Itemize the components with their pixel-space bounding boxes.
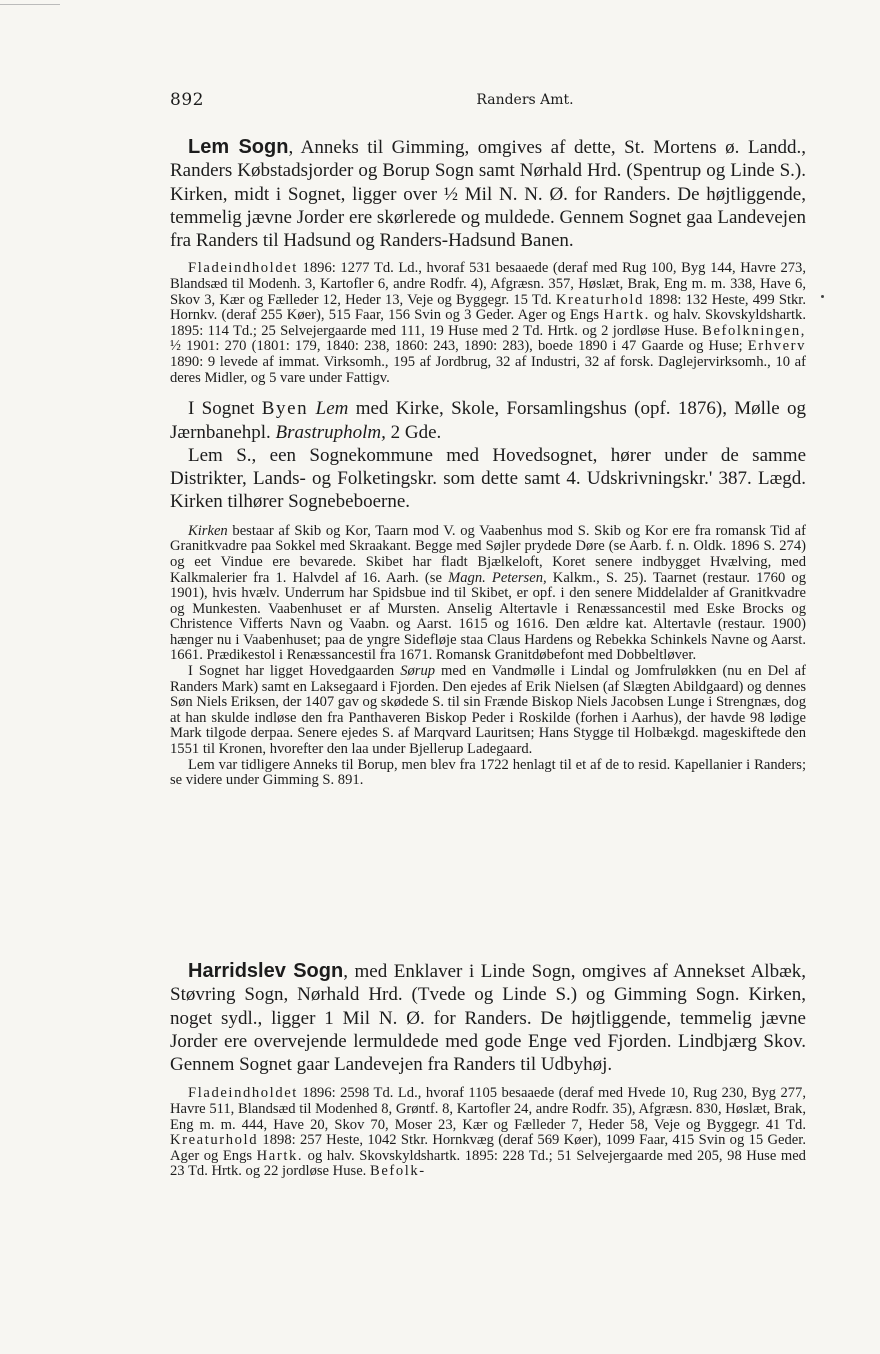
lem-intro-paragraph: Lem Sogn, Anneks til Gimming, omgives af dette, St. Mortens ø. Landd., Randers Købstadsjorder og Borup Sogn samt Nørhald Hrd. (Spentrup og Linde S.). Kirken, midt i Sognet, ligger over ½ Mil N. N. Ø. for Randers. De højtliggende, temmelig jævne Jorder ere skørlerede og muldede. Gennem Sognet gaa Landevejen fra Randers til Hadsund og Randers-Hadsund Banen. — [170, 136, 806, 252]
scan-edge-line — [0, 4, 60, 5]
harridslev-title: Harridslev Sogn — [188, 960, 344, 982]
lem-sorup-paragraph: I Sognet har ligget Hovedgaarden Sørup med en Vandmølle i Lindal og Jomfruløkken (nu en Del af Randers Mark) samt en Laksegaard i Fjorden. Den ejedes af Erik Nielsen (af Slægten Abildgaard) og dennes Søn Niels Eriksen, der 1407 gav og skødede S. til sin Frænde Biskop Niels Jacobsen Lunge i Strengnæs, dog at han skulde indløse den fra Panthaveren Biskop Peder i Roskilde (forhen i Aarhus), der havde 98 lødige Mark tilgode derpaa. Senere ejedes S. af Marqvard Lauritsen; Hans Stygge til Holbækgd. mageskiftede den 1551 til Kronen, hvorefter den laa under Bjellerup Ladegaard. — [170, 663, 806, 758]
lem-tidligere-paragraph: Lem var tidligere Anneks til Borup, men blev fra 1722 henlagt til et af de to resid. Kapellanier i Randers; se videre under Gimming S. 891. — [170, 756, 806, 789]
page-header — [170, 90, 810, 114]
lem-kirken-paragraph: Kirken bestaar af Skib og Kor, Taarn mod V. og Vaabenhus mod S. Skib og Kor ere fra romansk Tid af Granitkvadre paa Sokkel med Skraakant. Begge med Søjler prydede Døre (se Aarb. f. n. Oldk. 1896 S. 274) og eet Vindue ere bevarede. Skibet har fladt Bjælkeloft, Koret senere indbygget Hvælving, med Kalkmalerier fra 1. Halvdel af 16. Aarh. (se Magn. Petersen, Kalkm., S. 25). Taarnet (restaur. 1760 og 1901), hvis hvælv. Underrum har Spidsbue ind til Skibet, er opf. i den senere Middelalder af Granitkvadre og Munkesten. Vaabenhuset er af Mursten. Anselig Altertavle i Renæssancestil med Eske Brocks og Christence Vifferts Navn og Vaabn. og Aarst. 1615 og 1616. Den ældre kat. Altertavle (restaur. 1900) hænger nu i Vaabenhuset; paa de yngre Sidefløje staa Claus Hardens og Rebekka Schinkels Navne og Aarst. 1661. Prædikestol i Renæssancestil fra 1671. Romansk Granitdøbefont med Dobbeltløver. — [170, 522, 806, 664]
harridslev-statistics-paragraph: Fladeindholdet 1896: 2598 Td. Ld., hvoraf 1105 besaaede (deraf med Hvede 10, Rug 230, Byg 277, Havre 511, Blandsæd til Modenhed 8, Grøntf. 8, Kartofler 24, andre Rodfr. 35), Afgræsn. 830, Høslæt, Brak, Eng m. m. 444, Have 20, Skov 70, Moser 23, Kær og Fælleder 7, Heder 58, Veje og Byggegr. 41 Td. Kreaturhold 1898: 257 Heste, 1042 Stkr. Hornkvæg (deraf 569 Køer), 1099 Faar, 415 Svin og 15 Geder. Ager og Engs Hartk. og halv. Skovskyldshartk. 1895: 228 Td.; 51 Selvejergaarde med 205, 98 Huse med 23 Td. Hrtk. og 22 jordløse Huse. Befolk- — [170, 1085, 806, 1180]
harridslev-sogn-section — [170, 960, 806, 1180]
running-title: Randers Amt. — [476, 92, 574, 108]
lem-byen-paragraph: I Sognet Byen Lem med Kirke, Skole, Forsamlingshus (opf. 1876), Mølle og Jærnbanehpl. Brastrupholm, 2 Gde. — [170, 398, 807, 443]
margin-dot — [821, 295, 824, 298]
lem-title: Lem Sogn — [188, 136, 289, 158]
page-number: 892 — [170, 90, 204, 110]
lem-kommune-paragraph: Lem S., een Sognekommune med Hovedsognet, hører under de samme Distrikter, Lands- og Folketingskr. som dette samt 4. Udskrivningskr.' 387. Lægd. Kirken tilhører Sognebeboerne. — [170, 444, 806, 513]
lem-statistics-paragraph: Fladeindholdet 1896: 1277 Td. Ld., hvoraf 531 besaaede (deraf med Rug 100, Byg 144, Havre 273, Blandsæd til Modenh. 3, Kartofler 6, andre Rodfr. 4), Afgræsn. 357, Høslæt, Brak, Eng m. m. 338, Have 6, Skov 3, Kær og Fælleder 12, Heder 13, Veje og Byggegr. 15 Td. Kreaturhold 1898: 132 Heste, 499 Stkr. Hornkv. (deraf 255 Køer), 515 Faar, 156 Svin og 3 Geder. Ager og Engs Hartk. og halv. Skovskyldshartk. 1895: 114 Td.; 25 Selvejergaarde med 111, 19 Huse med 2 Td. Hrtk. og 2 jordløse Huse. Befolkningen, ½ 1901: 270 (1801: 179, 1840: 238, 1860: 243, 1890: 283), boede 1890 i 47 Gaarde og Huse; Erhverv 1890: 9 levede af immat. Virksomh., 195 af Jordbrug, 32 af Industri, 32 af forsk. Daglejervirksomh., 10 af deres Midler, og 5 vare under Fattigv. — [170, 260, 807, 386]
harridslev-intro-paragraph: Harridslev Sogn, med Enklaver i Linde Sogn, omgives af Annekset Albæk, Støvring Sogn, Nørhald Hrd. (Tvede og Linde S.) og Gimming Sogn. Kirken, noget sydl., ligger 1 Mil N. Ø. for Randers. De højtliggende, temmelig jævne Jorder ere overvejende lermuldede med gode Enge ved Fjorden. Lindbjærg Skov. Gennem Sognet gaar Landevejen fra Randers til Udbyhøj. — [170, 960, 806, 1076]
lem-sogn-section — [170, 136, 806, 789]
